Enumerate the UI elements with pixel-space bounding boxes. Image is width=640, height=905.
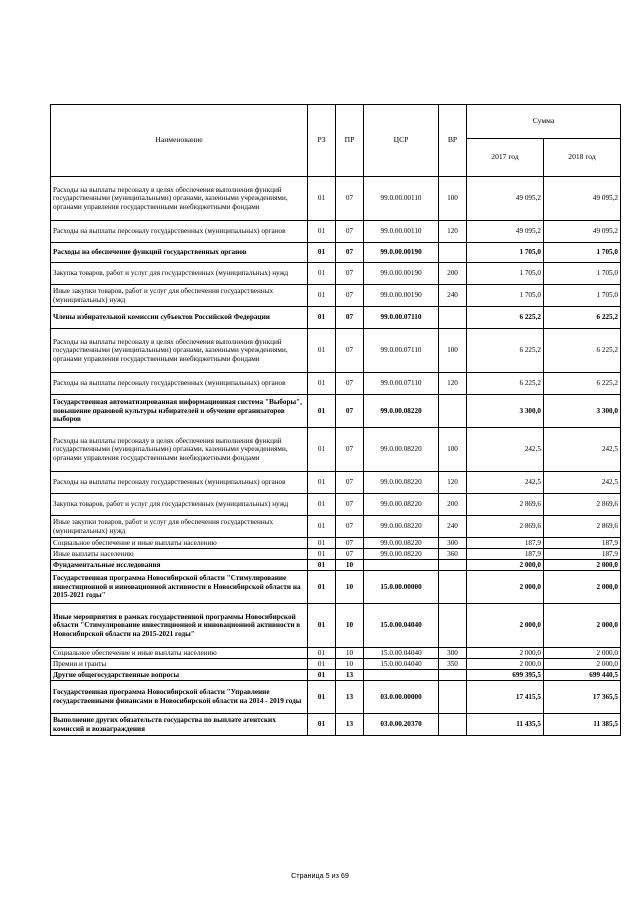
cell-pr: 07 — [336, 395, 364, 428]
cell-name: Закупка товаров, работ и услуг для государственных (муниципальных) нужд — [51, 494, 308, 516]
cell-name: Расходы на выплаты персоналу государственных (муниципальных) органов — [51, 472, 308, 494]
cell-rz: 01 — [308, 648, 336, 659]
table-row — [51, 373, 621, 395]
cell-csr: 15.0.00.04040 — [364, 659, 439, 670]
page-footer: Страница 5 из 69 — [291, 871, 349, 880]
table-row — [51, 670, 621, 681]
cell-y2018: 2 000,0 — [544, 604, 621, 648]
cell-pr: 10 — [336, 560, 364, 571]
cell-rz: 01 — [308, 472, 336, 494]
cell-y2017: 1 705,0 — [467, 243, 544, 263]
cell-vr — [439, 670, 467, 681]
cell-pr: 07 — [336, 494, 364, 516]
cell-csr: 99.0.00.00190 — [364, 285, 439, 307]
cell-vr — [439, 243, 467, 263]
cell-pr: 10 — [336, 648, 364, 659]
cell-rz: 01 — [308, 714, 336, 736]
cell-name: Иные закупки товаров, работ и услуг для обеспечения государственных (муниципальных) нужд — [51, 285, 308, 307]
cell-y2018: 2 000,0 — [544, 659, 621, 670]
table-row — [51, 285, 621, 307]
header-csr: ЦСР — [364, 105, 439, 177]
cell-csr: 99.0.00.07110 — [364, 307, 439, 329]
table-row — [51, 604, 621, 648]
cell-y2017: 2 000,0 — [467, 571, 544, 604]
cell-vr — [439, 714, 467, 736]
cell-y2017: 2 869,6 — [467, 516, 544, 538]
cell-rz: 01 — [308, 243, 336, 263]
cell-rz: 01 — [308, 307, 336, 329]
cell-rz: 01 — [308, 221, 336, 243]
cell-rz: 01 — [308, 516, 336, 538]
cell-pr: 07 — [336, 307, 364, 329]
table-row — [51, 243, 621, 263]
cell-name: Фундаментальные исследования — [51, 560, 308, 571]
cell-y2017: 6 225,2 — [467, 307, 544, 329]
cell-y2018: 6 225,2 — [544, 373, 621, 395]
cell-name: Расходы на выплаты персоналу государственных (муниципальных) органов — [51, 221, 308, 243]
cell-pr: 07 — [336, 285, 364, 307]
table-body — [51, 177, 621, 736]
cell-y2017: 699 395,5 — [467, 670, 544, 681]
cell-y2018: 1 705,0 — [544, 243, 621, 263]
cell-y2017: 1 705,0 — [467, 263, 544, 285]
cell-csr: 99.0.00.08220 — [364, 516, 439, 538]
cell-pr: 07 — [336, 549, 364, 560]
cell-vr — [439, 571, 467, 604]
cell-name: Другие общегосударственные вопросы — [51, 670, 308, 681]
table-row — [51, 648, 621, 659]
table-row — [51, 714, 621, 736]
cell-vr — [439, 395, 467, 428]
cell-vr — [439, 604, 467, 648]
cell-name: Премии и гранты — [51, 659, 308, 670]
cell-rz: 01 — [308, 560, 336, 571]
cell-y2018: 1 705,0 — [544, 285, 621, 307]
cell-vr: 120 — [439, 472, 467, 494]
cell-y2018: 187,9 — [544, 538, 621, 549]
table-row — [51, 538, 621, 549]
header-vr: ВР — [439, 105, 467, 177]
cell-y2017: 2 000,0 — [467, 659, 544, 670]
cell-name: Расходы на выплаты персоналу государственных (муниципальных) органов — [51, 373, 308, 395]
cell-rz: 01 — [308, 670, 336, 681]
cell-csr: 99.0.00.08220 — [364, 538, 439, 549]
header-2018: 2018 год — [544, 139, 621, 177]
cell-y2017: 17 415,5 — [467, 681, 544, 714]
cell-csr: 15.0.00.04040 — [364, 604, 439, 648]
table-row — [51, 395, 621, 428]
cell-rz: 01 — [308, 571, 336, 604]
cell-pr: 07 — [336, 263, 364, 285]
table-row — [51, 177, 621, 221]
cell-name: Социальное обеспечение и иные выплаты населению — [51, 648, 308, 659]
cell-name: Социальное обеспечение и иные выплаты населению — [51, 538, 308, 549]
cell-csr — [364, 560, 439, 571]
table-row — [51, 263, 621, 285]
cell-vr — [439, 560, 467, 571]
cell-csr: 99.0.00.08220 — [364, 494, 439, 516]
cell-name: Выполнение других обязательств государства по выплате агентских комиссий и вознаграждения — [51, 714, 308, 736]
cell-rz: 01 — [308, 494, 336, 516]
cell-rz: 01 — [308, 604, 336, 648]
cell-pr: 07 — [336, 538, 364, 549]
cell-csr: 99.0.00.00190 — [364, 243, 439, 263]
cell-vr: 350 — [439, 659, 467, 670]
cell-csr: 99.0.00.07110 — [364, 373, 439, 395]
cell-vr: 240 — [439, 285, 467, 307]
cell-name: Государственная программа Новосибирской области "Управление государственными финансами в Новосибирской области на 2014 - 2019 годы — [51, 681, 308, 714]
cell-y2018: 1 705,0 — [544, 263, 621, 285]
cell-y2017: 1 705,0 — [467, 285, 544, 307]
cell-pr: 07 — [336, 428, 364, 472]
cell-csr: 99.0.00.08220 — [364, 395, 439, 428]
table-row — [51, 516, 621, 538]
cell-rz: 01 — [308, 177, 336, 221]
cell-pr: 13 — [336, 714, 364, 736]
cell-csr: 03.0.00.20370 — [364, 714, 439, 736]
cell-y2018: 3 300,0 — [544, 395, 621, 428]
cell-vr: 200 — [439, 494, 467, 516]
table-row — [51, 681, 621, 714]
cell-csr: 15.0.00.04040 — [364, 648, 439, 659]
cell-pr: 07 — [336, 329, 364, 373]
cell-rz: 01 — [308, 681, 336, 714]
cell-csr: 99.0.00.00110 — [364, 177, 439, 221]
table-row — [51, 659, 621, 670]
cell-pr: 13 — [336, 670, 364, 681]
cell-name: Расходы на выплаты персоналу в целях обеспечения выполнения функций государственными (муниципальными) органами, казенными учреждениями, органами управления государственными внебюджетными фондами — [51, 329, 308, 373]
cell-y2017: 242,5 — [467, 472, 544, 494]
budget-table-container — [50, 104, 620, 736]
cell-name: Расходы на выплаты персоналу в целях обеспечения выполнения функций государственными (муниципальными) органами, казенными учреждениями, органами управления государственными внебюджетными фондами — [51, 177, 308, 221]
table-row — [51, 560, 621, 571]
cell-y2018: 49 095,2 — [544, 177, 621, 221]
cell-pr: 07 — [336, 243, 364, 263]
cell-vr: 240 — [439, 516, 467, 538]
table-row — [51, 472, 621, 494]
cell-pr: 10 — [336, 604, 364, 648]
cell-y2017: 49 095,2 — [467, 221, 544, 243]
cell-rz: 01 — [308, 263, 336, 285]
cell-rz: 01 — [308, 373, 336, 395]
cell-y2018: 2 869,6 — [544, 494, 621, 516]
cell-vr — [439, 681, 467, 714]
cell-name: Иные мероприятия в рамках государственной программы Новосибирской области "Стимулирование инвестиционной и инновационной активности в Новосибирской области на 2015-2021 годы" — [51, 604, 308, 648]
cell-csr: 99.0.00.08220 — [364, 472, 439, 494]
cell-y2018: 11 385,5 — [544, 714, 621, 736]
cell-y2018: 2 000,0 — [544, 560, 621, 571]
cell-y2017: 187,9 — [467, 538, 544, 549]
cell-rz: 01 — [308, 285, 336, 307]
cell-pr: 07 — [336, 221, 364, 243]
cell-vr: 100 — [439, 177, 467, 221]
cell-y2017: 11 435,5 — [467, 714, 544, 736]
cell-y2017: 2 000,0 — [467, 604, 544, 648]
cell-pr: 07 — [336, 373, 364, 395]
table-row — [51, 329, 621, 373]
cell-y2018: 699 440,5 — [544, 670, 621, 681]
cell-pr: 13 — [336, 681, 364, 714]
cell-y2018: 6 225,2 — [544, 307, 621, 329]
cell-y2018: 187,9 — [544, 549, 621, 560]
table-row — [51, 221, 621, 243]
cell-rz: 01 — [308, 549, 336, 560]
table-row — [51, 494, 621, 516]
cell-y2017: 2 000,0 — [467, 560, 544, 571]
cell-rz: 01 — [308, 395, 336, 428]
cell-y2017: 242,5 — [467, 428, 544, 472]
cell-vr: 360 — [439, 549, 467, 560]
cell-name: Закупка товаров, работ и услуг для государственных (муниципальных) нужд — [51, 263, 308, 285]
cell-y2017: 2 000,0 — [467, 648, 544, 659]
cell-pr: 10 — [336, 571, 364, 604]
cell-y2018: 242,5 — [544, 472, 621, 494]
cell-csr: 99.0.00.08220 — [364, 549, 439, 560]
cell-name: Расходы на выплаты персоналу в целях обеспечения выполнения функций государственными (муниципальными) органами, казенными учреждениями, органами управления государственными внебюджетными фондами — [51, 428, 308, 472]
cell-y2017: 2 869,6 — [467, 494, 544, 516]
table-row — [51, 428, 621, 472]
table-row — [51, 549, 621, 560]
cell-vr: 100 — [439, 329, 467, 373]
header-pr: ПР — [336, 105, 364, 177]
table-row — [51, 307, 621, 329]
table-header — [51, 105, 621, 177]
cell-csr: 99.0.00.07110 — [364, 329, 439, 373]
table-row — [51, 571, 621, 604]
cell-y2018: 2 000,0 — [544, 571, 621, 604]
cell-vr: 120 — [439, 221, 467, 243]
cell-name: Иные выплаты населению — [51, 549, 308, 560]
cell-pr: 10 — [336, 659, 364, 670]
cell-y2018: 2 869,6 — [544, 516, 621, 538]
cell-name: Расходы на обеспечение функций государственных органов — [51, 243, 308, 263]
cell-y2017: 187,9 — [467, 549, 544, 560]
cell-csr — [364, 670, 439, 681]
cell-y2018: 17 365,5 — [544, 681, 621, 714]
cell-y2018: 49 095,2 — [544, 221, 621, 243]
cell-y2017: 49 095,2 — [467, 177, 544, 221]
cell-vr: 100 — [439, 428, 467, 472]
cell-vr: 300 — [439, 648, 467, 659]
cell-vr: 120 — [439, 373, 467, 395]
cell-name: Государственная программа Новосибирской области "Стимулирование инвестиционной и инновационной активности в Новосибирской области на 2015-2021 годы" — [51, 571, 308, 604]
cell-csr: 99.0.00.08220 — [364, 428, 439, 472]
cell-rz: 01 — [308, 538, 336, 549]
header-2017: 2017 год — [467, 139, 544, 177]
cell-y2018: 2 000,0 — [544, 648, 621, 659]
cell-y2017: 6 225,2 — [467, 373, 544, 395]
cell-vr: 200 — [439, 263, 467, 285]
cell-y2018: 242,5 — [544, 428, 621, 472]
cell-rz: 01 — [308, 428, 336, 472]
budget-table — [50, 104, 621, 736]
cell-name: Члены избирательной комиссии субъектов Российской Федерации — [51, 307, 308, 329]
cell-y2017: 6 225,2 — [467, 329, 544, 373]
cell-rz: 01 — [308, 659, 336, 670]
header-rz: РЗ — [308, 105, 336, 177]
cell-vr: 300 — [439, 538, 467, 549]
cell-name: Государственная автоматизированная информационная система "Выборы", повышение правовой культуры избирателей и обучение организаторов выборов — [51, 395, 308, 428]
cell-vr — [439, 307, 467, 329]
cell-pr: 07 — [336, 516, 364, 538]
cell-csr: 03.0.00.00000 — [364, 681, 439, 714]
cell-y2018: 6 225,2 — [544, 329, 621, 373]
cell-pr: 07 — [336, 177, 364, 221]
cell-name: Иные закупки товаров, работ и услуг для обеспечения государственных (муниципальных) нужд — [51, 516, 308, 538]
cell-csr: 15.0.00.00000 — [364, 571, 439, 604]
header-name: Наименование — [51, 105, 308, 177]
cell-csr: 99.0.00.00110 — [364, 221, 439, 243]
cell-y2017: 3 300,0 — [467, 395, 544, 428]
cell-csr: 99.0.00.00190 — [364, 263, 439, 285]
cell-pr: 07 — [336, 472, 364, 494]
header-sum: Сумма — [467, 105, 621, 139]
cell-rz: 01 — [308, 329, 336, 373]
